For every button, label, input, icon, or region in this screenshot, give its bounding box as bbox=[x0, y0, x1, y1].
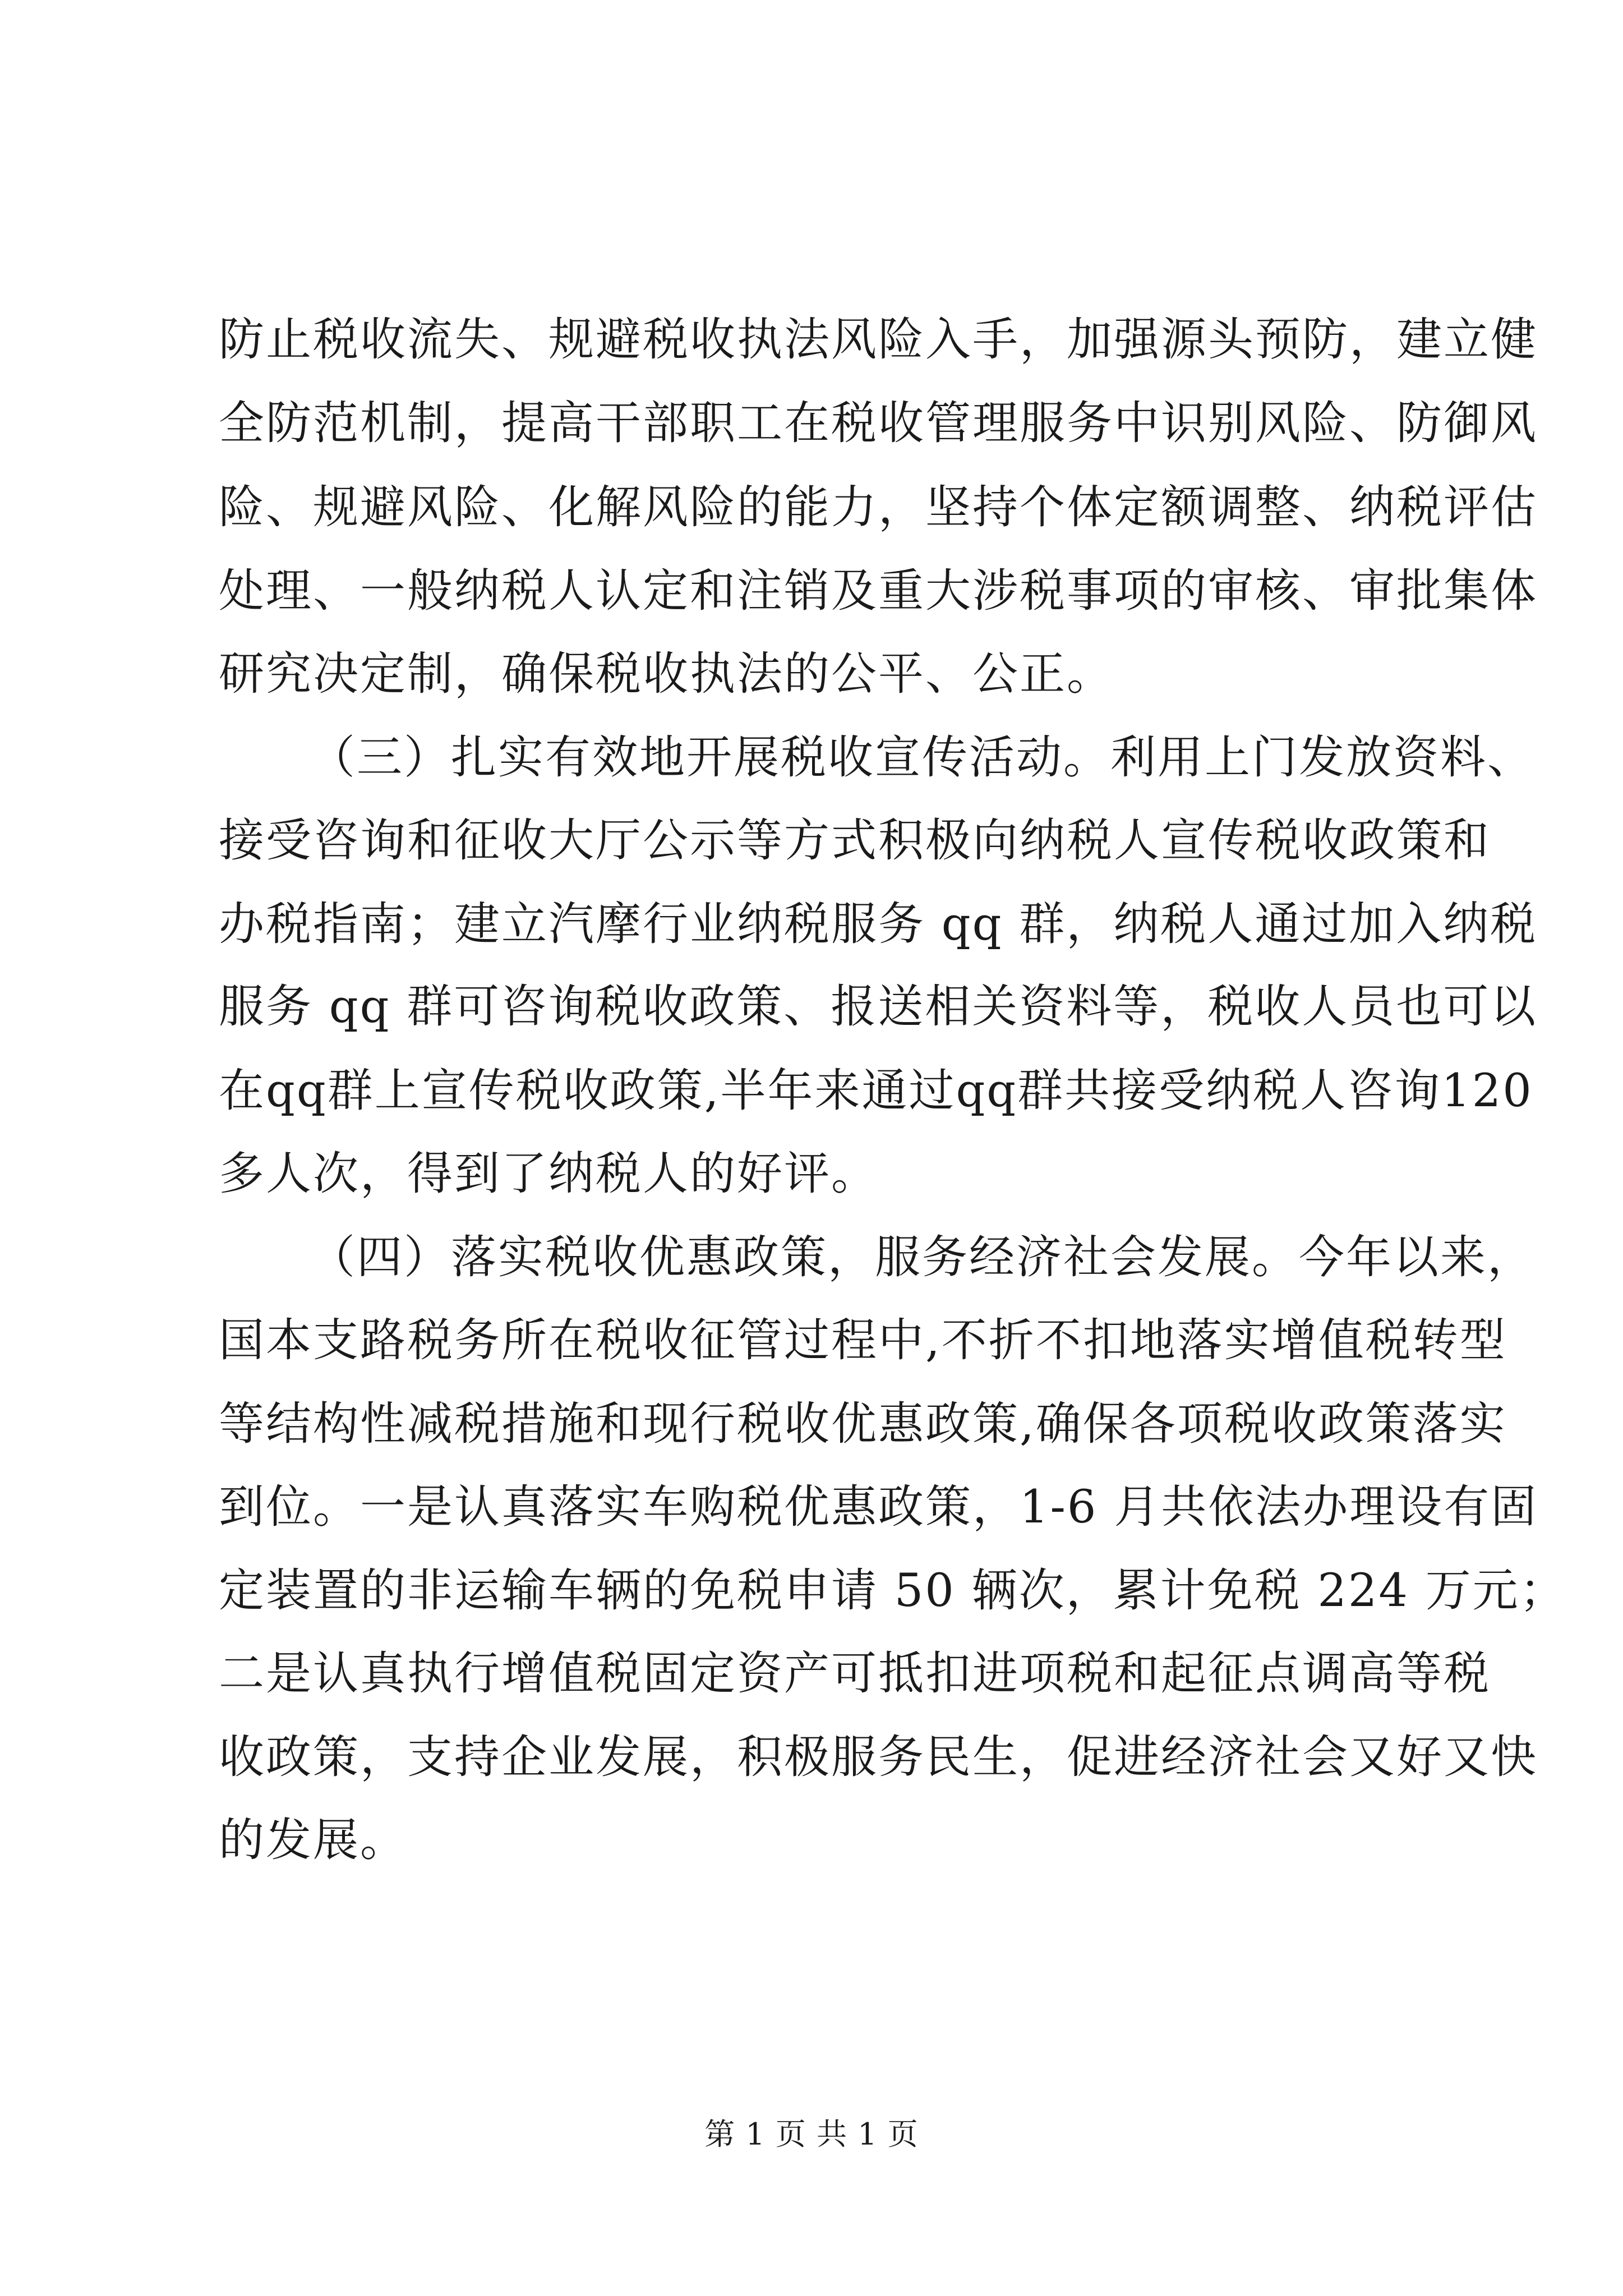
paragraph-line: 服务 qq 群可咨询税收政策、报送相关资料等，税收人员也可以 bbox=[219, 981, 1538, 1033]
paragraph-line: （三）扎实有效地开展税收宣传活动。利用上门发放资料、 bbox=[310, 731, 1535, 784]
paragraph-line: 等结构性减税措施和现行税收优惠政策,确保各项税收政策落实 bbox=[219, 1398, 1507, 1451]
paragraph-line: 全防范机制，提高干部职工在税收管理服务中识别风险、防御风 bbox=[219, 397, 1538, 450]
paragraph-line: 的发展。 bbox=[219, 1814, 408, 1867]
paragraph-line: 处理、一般纳税人认定和注销及重大涉税事项的审核、审批集体 bbox=[219, 565, 1538, 618]
paragraph-line: （四）落实税收优惠政策，服务经济社会发展。今年以来， bbox=[310, 1231, 1535, 1284]
paragraph-line: 办税指南；建立汽摩行业纳税服务 qq 群，纳税人通过加入纳税 bbox=[219, 898, 1538, 951]
paragraph-line: 研究决定制，确保税收执法的公平、公正。 bbox=[219, 648, 1114, 701]
paragraph-line: 在qq群上宣传税收政策,半年来通过qq群共接受纳税人咨询120 bbox=[219, 1065, 1533, 1117]
paragraph-line: 定装置的非运输车辆的免税申请 50 辆次，累计免税 224 万元； bbox=[219, 1565, 1567, 1617]
paragraph-line: 防止税收流失、规避税收执法风险入手，加强源头预防，建立健 bbox=[219, 314, 1538, 366]
paragraph-line: 接受咨询和征收大厅公示等方式积极向纳税人宣传税收政策和 bbox=[219, 815, 1491, 867]
page-footer: 第 1 页 共 1 页 bbox=[704, 2116, 919, 2152]
paragraph-line: 险、规避风险、化解风险的能力，坚持个体定额调整、纳税评估 bbox=[219, 481, 1538, 534]
paragraph-line: 到位。一是认真落实车购税优惠政策，1-6 月共依法办理设有固 bbox=[219, 1481, 1538, 1534]
paragraph-line: 国本支路税务所在税收征管过程中,不折不扣地落实增值税转型 bbox=[219, 1314, 1507, 1367]
paragraph-line: 二是认真执行增值税固定资产可抵扣进项税和起征点调高等税 bbox=[219, 1648, 1491, 1700]
paragraph-line: 多人次，得到了纳税人的好评。 bbox=[219, 1148, 879, 1200]
paragraph-line: 收政策，支持企业发展，积极服务民生，促进经济社会又好又快 bbox=[219, 1731, 1538, 1784]
